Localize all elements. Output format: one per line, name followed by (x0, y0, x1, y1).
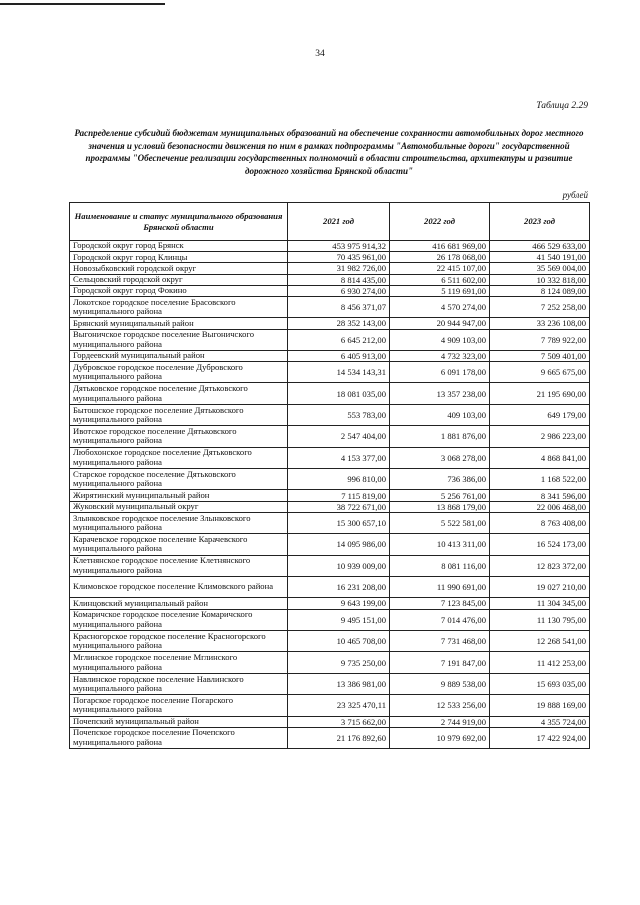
table-row (70, 383, 590, 404)
row-name: Навлинское городское поселение Навлинского муниципального района (70, 673, 288, 694)
value-2022: 2 744 919,00 (390, 716, 490, 727)
value-2023: 11 412 253,00 (490, 652, 590, 673)
value-2023: 41 540 191,00 (490, 252, 590, 263)
value-2021: 16 231 208,00 (288, 576, 390, 597)
table-row (70, 263, 590, 274)
value-2022: 416 681 969,00 (390, 241, 490, 252)
value-2023: 7 789 922,00 (490, 329, 590, 350)
table-row (70, 447, 590, 468)
table-row (70, 512, 590, 533)
value-2023: 33 236 108,00 (490, 318, 590, 329)
row-name: Почепский муниципальный район (70, 716, 288, 727)
row-name: Жирятинский муниципальный район (70, 490, 288, 501)
value-2023: 11 130 795,00 (490, 609, 590, 630)
row-name: Дубровское городское поселение Дубровского муниципального района (70, 362, 288, 383)
value-2022: 22 415 107,00 (390, 263, 490, 274)
value-2021: 453 975 914,32 (288, 241, 390, 252)
value-2021: 2 547 404,00 (288, 426, 390, 447)
value-2021: 6 930 274,00 (288, 285, 390, 296)
row-name: Красногорское городское поселение Красногорского муниципального района (70, 630, 288, 651)
table-row (70, 252, 590, 263)
value-2023: 7 252 258,00 (490, 296, 590, 317)
page-number: 34 (315, 49, 325, 59)
value-2023: 12 823 372,00 (490, 555, 590, 576)
row-name: Сельцовский городской округ (70, 274, 288, 285)
value-2022: 9 889 538,00 (390, 673, 490, 694)
table-row (70, 285, 590, 296)
header-2022: 2022 год (390, 203, 490, 241)
value-2022: 409 103,00 (390, 404, 490, 425)
value-2022: 8 081 116,00 (390, 555, 490, 576)
table-row (70, 501, 590, 512)
table-row (70, 490, 590, 501)
value-2022: 736 386,00 (390, 469, 490, 490)
row-name: Дятьковское городское поселение Дятьковского муниципального района (70, 383, 288, 404)
value-2021: 13 386 981,00 (288, 673, 390, 694)
value-2021: 10 939 009,00 (288, 555, 390, 576)
row-name: Любохонское городское поселение Дятьковского муниципального района (70, 447, 288, 468)
row-name: Бытошское городское поселение Дятьковского муниципального района (70, 404, 288, 425)
table-row (70, 598, 590, 609)
row-name: Гордеевский муниципальный район (70, 350, 288, 361)
value-2023: 4 355 724,00 (490, 716, 590, 727)
value-2022: 5 256 761,00 (390, 490, 490, 501)
table-row (70, 350, 590, 361)
value-2023: 16 524 173,00 (490, 534, 590, 555)
row-name: Мглинское городское поселение Мглинского муниципального района (70, 652, 288, 673)
value-2022: 6 091 178,00 (390, 362, 490, 383)
value-2021: 996 810,00 (288, 469, 390, 490)
value-2023: 21 195 690,00 (490, 383, 590, 404)
value-2022: 7 191 847,00 (390, 652, 490, 673)
table-row (70, 652, 590, 673)
value-2022: 5 119 691,00 (390, 285, 490, 296)
value-2021: 18 081 035,00 (288, 383, 390, 404)
value-2022: 20 944 947,00 (390, 318, 490, 329)
value-2021: 70 435 961,00 (288, 252, 390, 263)
value-2021: 10 465 708,00 (288, 630, 390, 651)
value-2023: 7 509 401,00 (490, 350, 590, 361)
value-2023: 35 569 004,00 (490, 263, 590, 274)
value-2023: 15 693 035,00 (490, 673, 590, 694)
value-2023: 8 341 596,00 (490, 490, 590, 501)
row-name: Городской округ город Клинцы (70, 252, 288, 263)
row-name: Клетнянское городское поселение Клетнянского муниципального района (70, 555, 288, 576)
value-2023: 9 665 675,00 (490, 362, 590, 383)
table-row (70, 318, 590, 329)
value-2023: 22 006 468,00 (490, 501, 590, 512)
value-2021: 6 405 913,00 (288, 350, 390, 361)
value-2022: 13 868 179,00 (390, 501, 490, 512)
row-name: Клинцовский муниципальный район (70, 598, 288, 609)
table-label: Таблица 2.29 (536, 101, 588, 111)
value-2022: 4 732 323,00 (390, 350, 490, 361)
table-row (70, 609, 590, 630)
table-row (70, 673, 590, 694)
value-2022: 3 068 278,00 (390, 447, 490, 468)
row-name: Злынковское городское поселение Злынковского муниципального района (70, 512, 288, 533)
value-2021: 9 735 250,00 (288, 652, 390, 673)
value-2022: 11 990 691,00 (390, 576, 490, 597)
table-body (70, 241, 590, 749)
table-row (70, 241, 590, 252)
value-2021: 9 495 151,00 (288, 609, 390, 630)
value-2023: 8 124 089,00 (490, 285, 590, 296)
header-2021: 2021 год (288, 203, 390, 241)
table-row (70, 695, 590, 716)
value-2023: 19 027 210,00 (490, 576, 590, 597)
value-2022: 13 357 238,00 (390, 383, 490, 404)
value-2021: 4 153 377,00 (288, 447, 390, 468)
row-name: Городской округ город Фокино (70, 285, 288, 296)
row-name: Городской округ город Брянск (70, 241, 288, 252)
row-name: Брянский муниципальный район (70, 318, 288, 329)
value-2021: 31 982 726,00 (288, 263, 390, 274)
value-2023: 19 888 169,00 (490, 695, 590, 716)
value-2021: 14 095 986,00 (288, 534, 390, 555)
top-rule (0, 3, 165, 5)
table-row (70, 426, 590, 447)
table-row (70, 555, 590, 576)
table-row (70, 630, 590, 651)
units-label: рублей (562, 190, 588, 200)
row-name: Комаричское городское поселение Комаричского муниципального района (70, 609, 288, 630)
value-2023: 11 304 345,00 (490, 598, 590, 609)
value-2023: 1 168 522,00 (490, 469, 590, 490)
value-2023: 12 268 541,00 (490, 630, 590, 651)
table-row (70, 576, 590, 597)
value-2023: 466 529 633,00 (490, 241, 590, 252)
table-row (70, 296, 590, 317)
header-name: Наименование и статус муниципального образования Брянской области (70, 203, 288, 241)
row-name: Новозыбковский городской округ (70, 263, 288, 274)
table-row (70, 534, 590, 555)
table-row (70, 716, 590, 727)
value-2022: 7 014 476,00 (390, 609, 490, 630)
value-2023: 17 422 924,00 (490, 727, 590, 748)
table-row (70, 274, 590, 285)
value-2023: 649 179,00 (490, 404, 590, 425)
value-2023: 10 332 818,00 (490, 274, 590, 285)
row-name: Карачевское городское поселение Карачевского муниципального района (70, 534, 288, 555)
row-name: Ивотское городское поселение Дятьковского муниципального района (70, 426, 288, 447)
value-2022: 10 413 311,00 (390, 534, 490, 555)
value-2021: 8 456 371,07 (288, 296, 390, 317)
table-row (70, 404, 590, 425)
value-2021: 21 176 892,60 (288, 727, 390, 748)
value-2022: 4 570 274,00 (390, 296, 490, 317)
row-name: Старское городское поселение Дятьковского муниципального района (70, 469, 288, 490)
value-2021: 9 643 199,00 (288, 598, 390, 609)
value-2021: 15 300 657,10 (288, 512, 390, 533)
document-title: Распределение субсидий бюджетам муниципальных образований на обеспечение сохранности автомобильных дорог местного значения и условий безопасности движения по ним в рамках подпрограммы "Автомобильные дороги" государственной программы "Обеспечение реализации государственных полномочий в области строительства, архитектуры и развитие дорожного хозяйства Брянской области" (74, 128, 584, 176)
value-2021: 14 534 143,31 (288, 362, 390, 383)
value-2022: 10 979 692,00 (390, 727, 490, 748)
value-2021: 28 352 143,00 (288, 318, 390, 329)
value-2021: 3 715 662,00 (288, 716, 390, 727)
value-2021: 38 722 671,00 (288, 501, 390, 512)
table-row (70, 329, 590, 350)
row-name: Выгоничское городское поселение Выгоничского муниципального района (70, 329, 288, 350)
row-name: Погарское городское поселение Погарского муниципального района (70, 695, 288, 716)
table-header-row (70, 203, 590, 241)
value-2023: 8 763 408,00 (490, 512, 590, 533)
row-name: Климовское городское поселение Климовского района (70, 576, 288, 597)
table-row (70, 727, 590, 748)
subsidy-table (69, 202, 590, 749)
value-2023: 4 868 841,00 (490, 447, 590, 468)
value-2022: 7 731 468,00 (390, 630, 490, 651)
value-2021: 8 814 435,00 (288, 274, 390, 285)
value-2022: 26 178 068,00 (390, 252, 490, 263)
value-2022: 5 522 581,00 (390, 512, 490, 533)
table-row (70, 469, 590, 490)
value-2021: 6 645 212,00 (288, 329, 390, 350)
value-2022: 7 123 845,00 (390, 598, 490, 609)
row-name: Жуковский муниципальный округ (70, 501, 288, 512)
value-2021: 23 325 470,11 (288, 695, 390, 716)
row-name: Локотское городское поселение Брасовского муниципального района (70, 296, 288, 317)
value-2022: 12 533 256,00 (390, 695, 490, 716)
value-2022: 1 881 876,00 (390, 426, 490, 447)
table-row (70, 362, 590, 383)
header-2023: 2023 год (490, 203, 590, 241)
value-2021: 553 783,00 (288, 404, 390, 425)
value-2022: 4 909 103,00 (390, 329, 490, 350)
value-2023: 2 986 223,00 (490, 426, 590, 447)
value-2021: 7 115 819,00 (288, 490, 390, 501)
value-2022: 6 511 602,00 (390, 274, 490, 285)
row-name: Почепское городское поселение Почепского муниципального района (70, 727, 288, 748)
